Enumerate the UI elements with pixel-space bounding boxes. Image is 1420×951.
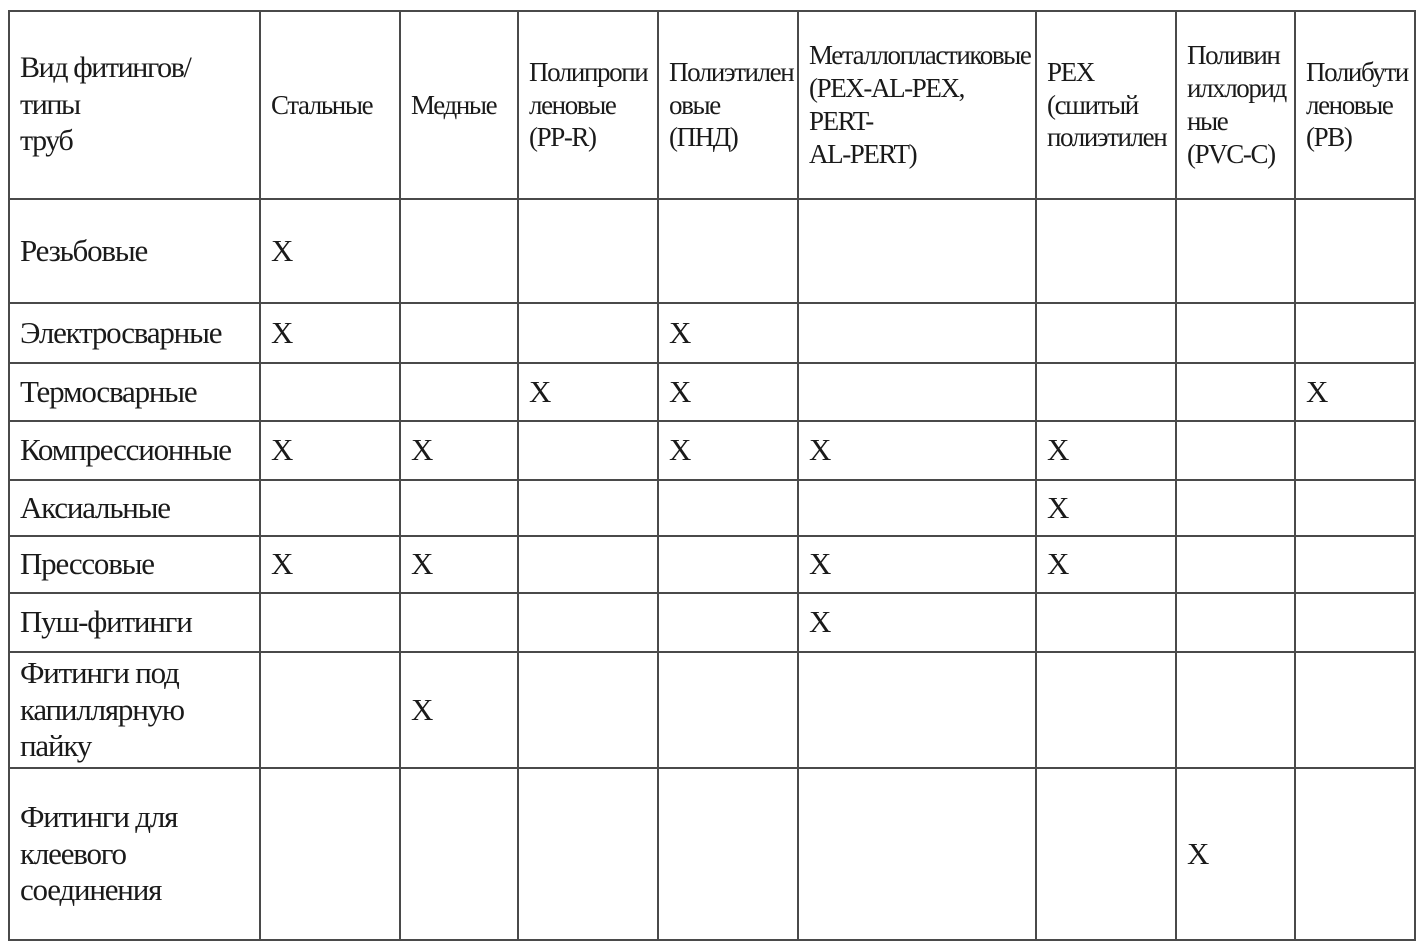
header-row	[9, 11, 1415, 199]
table-cell	[400, 199, 518, 303]
table-cell: X	[658, 421, 798, 480]
table-row	[9, 363, 1415, 421]
table-cell	[658, 536, 798, 593]
table-cell	[1295, 652, 1415, 768]
table-cell	[1295, 536, 1415, 593]
table-cell	[1036, 303, 1176, 363]
column-header-text: Медные	[411, 89, 497, 120]
table-row	[9, 303, 1415, 363]
table-row	[9, 768, 1415, 940]
table-cell	[518, 303, 658, 363]
table-cell	[518, 536, 658, 593]
table-cell	[1036, 652, 1176, 768]
table-cell: X	[658, 303, 798, 363]
column-header-text: Поливин илхлорид ные (PVC-C)	[1187, 40, 1286, 169]
table-cell	[260, 363, 400, 421]
table-cell	[1176, 199, 1295, 303]
table-cell: X	[1036, 536, 1176, 593]
table-cell	[518, 652, 658, 768]
table-cell	[1036, 363, 1176, 421]
column-header-pb	[1295, 11, 1415, 199]
row-header	[9, 593, 260, 652]
row-header	[9, 768, 260, 940]
table-cell: X	[400, 536, 518, 593]
table-body	[9, 199, 1415, 940]
column-header-text: Металлопластиковые (PEX-AL-PEX, PERT- AL-PERT)	[809, 40, 1031, 169]
table-cell	[260, 768, 400, 940]
table-cell	[1295, 480, 1415, 536]
column-header-metalplastic	[798, 11, 1036, 199]
table-cell	[1176, 652, 1295, 768]
table-cell: X	[260, 303, 400, 363]
row-header-text: Термосварные	[20, 373, 197, 409]
table-cell	[518, 593, 658, 652]
table-cell: X	[1036, 421, 1176, 480]
table-cell	[518, 421, 658, 480]
table-cell	[518, 768, 658, 940]
table-cell: X	[1295, 363, 1415, 421]
table-row	[9, 652, 1415, 768]
table-cell	[260, 652, 400, 768]
table-cell	[1295, 768, 1415, 940]
table-cell: X	[518, 363, 658, 421]
table-cell	[1295, 199, 1415, 303]
table-cell: X	[1176, 768, 1295, 940]
row-header-text: Резьбовые	[20, 232, 148, 268]
table-cell	[798, 303, 1036, 363]
table-cell	[1176, 480, 1295, 536]
table-cell: X	[658, 363, 798, 421]
table-cell	[400, 303, 518, 363]
column-header-copper	[400, 11, 518, 199]
row-header-text: Электросварные	[20, 314, 222, 350]
table-cell	[658, 199, 798, 303]
table-cell	[260, 593, 400, 652]
row-header-text: Прессовые	[20, 546, 154, 582]
row-header	[9, 303, 260, 363]
table-cell	[798, 363, 1036, 421]
column-header-pnd	[658, 11, 798, 199]
table-cell: X	[400, 421, 518, 480]
table-cell	[1176, 363, 1295, 421]
table-cell: X	[400, 652, 518, 768]
row-header	[9, 421, 260, 480]
table-cell	[400, 593, 518, 652]
table-row	[9, 421, 1415, 480]
column-header-pvc	[1176, 11, 1295, 199]
table-cell	[400, 480, 518, 536]
table-cell	[1295, 593, 1415, 652]
row-header-text: Фитинги под капиллярную пайку	[20, 655, 184, 764]
table-cell: X	[1036, 480, 1176, 536]
table-cell	[1295, 303, 1415, 363]
table-cell	[658, 480, 798, 536]
table-cell	[518, 199, 658, 303]
table-row	[9, 199, 1415, 303]
table-cell	[1176, 421, 1295, 480]
table-cell	[518, 480, 658, 536]
table-cell	[1036, 768, 1176, 940]
table-cell: X	[798, 593, 1036, 652]
column-header-steel	[260, 11, 400, 199]
row-header	[9, 652, 260, 768]
table-cell	[658, 652, 798, 768]
table-cell	[400, 768, 518, 940]
row-header	[9, 480, 260, 536]
corner-header	[9, 11, 260, 199]
row-header	[9, 199, 260, 303]
column-header-text: Полибути леновые (PB)	[1306, 56, 1408, 153]
table-cell	[1176, 536, 1295, 593]
row-header-text: Пуш-фитинги	[20, 604, 192, 640]
table-cell	[798, 768, 1036, 940]
table-cell: X	[798, 421, 1036, 480]
fittings-table	[8, 10, 1416, 941]
column-header-text: Полиэтилен овые (ПНД)	[669, 56, 794, 153]
table-cell: X	[260, 199, 400, 303]
table-row	[9, 593, 1415, 652]
row-header	[9, 363, 260, 421]
table-cell: X	[260, 536, 400, 593]
table-cell	[658, 768, 798, 940]
table-cell	[1295, 421, 1415, 480]
table-cell: X	[260, 421, 400, 480]
row-header-text: Аксиальные	[20, 489, 170, 525]
table-row	[9, 480, 1415, 536]
column-header-text: PEX (сшитый полиэтилен	[1047, 56, 1167, 153]
table-cell: X	[798, 536, 1036, 593]
table-cell	[798, 652, 1036, 768]
table-cell	[1036, 593, 1176, 652]
row-header	[9, 536, 260, 593]
column-header-pex	[1036, 11, 1176, 199]
corner-header-text: Вид фитингов/типы труб	[20, 51, 191, 158]
table-cell	[400, 363, 518, 421]
column-header-text: Стальные	[271, 89, 373, 120]
column-header-text: Полипропи леновые (PP-R)	[529, 56, 648, 153]
table-row	[9, 536, 1415, 593]
table-cell	[658, 593, 798, 652]
table-cell	[1036, 199, 1176, 303]
table-cell	[260, 480, 400, 536]
table-cell	[1176, 303, 1295, 363]
table-cell	[798, 199, 1036, 303]
table-cell	[798, 480, 1036, 536]
row-header-text: Фитинги для клеевого соединения	[20, 799, 178, 908]
column-header-ppr	[518, 11, 658, 199]
row-header-text: Компрессионные	[20, 432, 231, 468]
table-cell	[1176, 593, 1295, 652]
